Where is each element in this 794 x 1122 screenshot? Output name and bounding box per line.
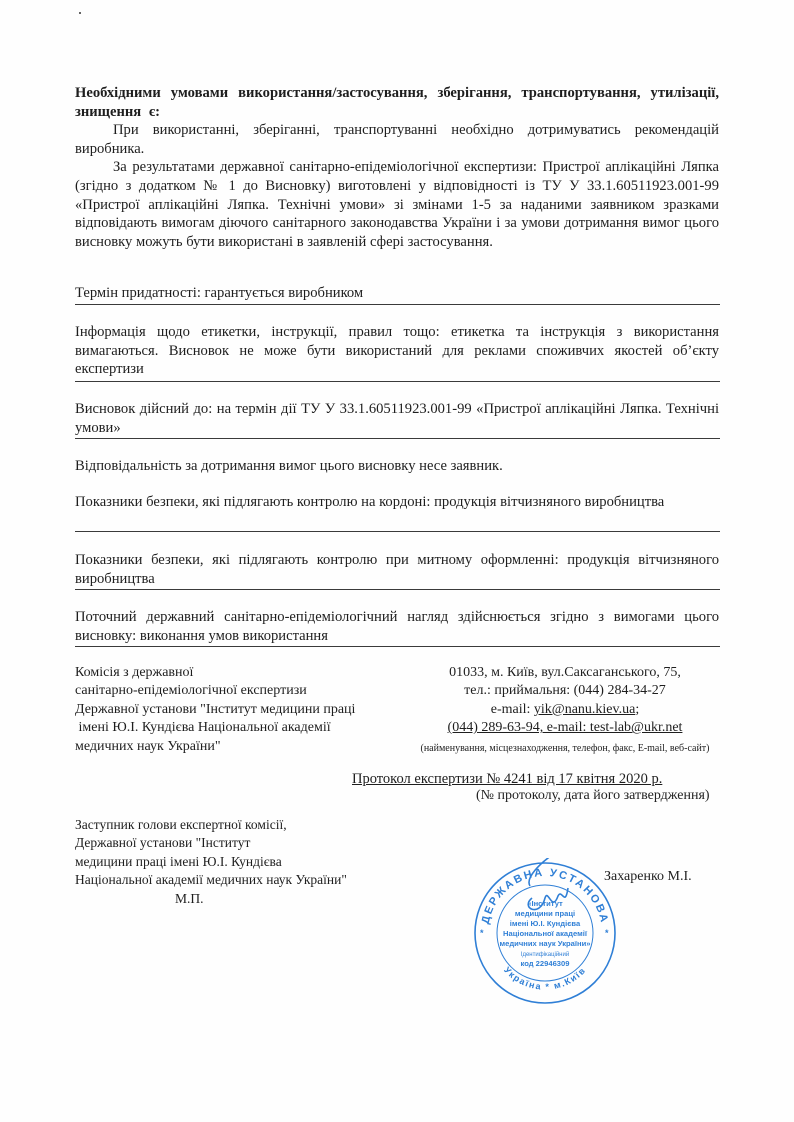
stamp-inner-line: «Інститут xyxy=(527,899,563,908)
signatory-line: Національної академії медичних наук України" xyxy=(75,872,347,888)
commission-line: медичних наук України" xyxy=(75,738,221,754)
phone2-email[interactable]: (044) 289-63-94, e-mail: test-lab@ukr.net xyxy=(447,720,683,736)
stamp-outer-bottom-text: Україна * м.Київ xyxy=(502,964,588,992)
stamp-inner-line: медицини праці xyxy=(514,909,576,918)
conditions-paragraph-2: За результатами державної санітарно-епідеміологічної експертизи: Пристрої аплікаційні Ляпка (згідно з додатком № 1 до Висновку) виготовлені у відповідності із ТУ У 33.1.60511923.001-99 «Пристрої аплікаційні Ляпка. Технічні умови» зі змінами 1-5 за наданими заявником зразками відповідають вимогам діючого санітарного законодавства України і за умови дотримання вимог цього висновку можуть бути використані в заявленій сфері застосування. xyxy=(75,159,719,250)
commission-line: Комісія з державної xyxy=(75,665,194,680)
conditions-paragraph-1: При використанні, зберіганні, транспортуванні необхідно дотримуватись рекомендацій виробника. xyxy=(75,122,719,157)
commission-line: імені Ю.І. Кундієва Національної академії xyxy=(75,720,331,736)
valid-until: Висновок дійсний до: на термін дії ТУ У 33.1.60511923.001-99 «Пристрої аплікаційні Ляпка. Технічні умови» xyxy=(75,401,719,436)
signatory-line: Заступник голови експертної комісії, xyxy=(75,817,287,832)
divider xyxy=(75,304,720,305)
address: 01033, м. Київ, вул.Саксаганського, 75, xyxy=(449,665,681,680)
conditions-heading: Необхідними умовами використання/застосування, зберігання, транспортування, утилізації, знищення є: xyxy=(75,85,719,120)
signatory-line: Державної установи "Інститут xyxy=(75,835,251,851)
shelf-life: Термін придатності: гарантується виробником xyxy=(75,285,364,301)
signatory-line: медицини праці імені Ю.І. Кундієва xyxy=(75,853,282,869)
responsibility: Відповідальність за дотримання вимог цього висновку несе заявник. xyxy=(75,458,503,474)
email-line xyxy=(400,701,730,719)
supervision: Поточний державний санітарно-епідеміологічний нагляд здійснюється згідно з вимогами цього висновку: виконання умов використання xyxy=(75,609,719,644)
signatory-name: Захаренко М.І. xyxy=(604,869,692,884)
label-info: Інформація щодо етикетки, інструкції, правил тощо: етикетка та інструкція з використання вимагаються. Висновок не може бути використаний для реклами споживчих якостей об’єкту експертизи xyxy=(75,324,719,378)
divider xyxy=(75,531,720,532)
scan-speck xyxy=(79,12,81,14)
stamp-star-left: * xyxy=(480,928,484,938)
phone: тел.: приймальня: (044) 284-34-27 xyxy=(464,683,666,699)
divider xyxy=(75,589,720,590)
divider xyxy=(75,646,720,647)
conditions-section xyxy=(75,84,719,251)
stamp-inner-line: медичних наук України» xyxy=(499,939,591,948)
protocol-caption: (№ протоколу, дата його затвердження) xyxy=(476,788,710,803)
customs-control: Показники безпеки, які підлягають контролю при митному оформленні: продукція вітчизняного виробництва xyxy=(75,552,719,587)
official-stamp xyxy=(470,858,620,1008)
commission-block xyxy=(75,664,355,756)
seal-mark: М.П. xyxy=(175,890,204,906)
commission-line: Державної установи "Інститут медицини праці xyxy=(75,701,356,717)
divider xyxy=(75,438,720,439)
stamp-star-right: * xyxy=(605,928,609,938)
email-label: e-mail: xyxy=(490,701,534,717)
signatory-block xyxy=(75,816,347,908)
stamp-inner-line: код 22946309 xyxy=(520,959,570,968)
stamp-inner-line: Ідентифікаційний xyxy=(520,952,570,958)
contacts-caption: (найменування, місцезнаходження, телефон, факс, E-mail, веб-сайт) xyxy=(420,742,710,754)
stamp-inner-line: імені Ю.І. Кундієва xyxy=(509,919,581,928)
protocol-reference: Протокол експертизи № 4241 від 17 квітня 2020 р. xyxy=(352,771,663,787)
email-separator: ; xyxy=(635,701,640,717)
divider xyxy=(75,381,720,382)
email-link[interactable]: yik@nanu.kiev.ua xyxy=(533,701,636,717)
border-control: Показники безпеки, які підлягають контролю на кордоні: продукція вітчизняного виробництва xyxy=(75,494,665,510)
contacts-block xyxy=(400,664,730,758)
commission-line: санітарно-епідеміологічної експертизи xyxy=(75,683,307,699)
stamp-inner-line: Національної академії xyxy=(503,929,587,938)
stamp-outer-top-text: ДЕРЖАВНА УСТАНОВА xyxy=(479,866,611,926)
